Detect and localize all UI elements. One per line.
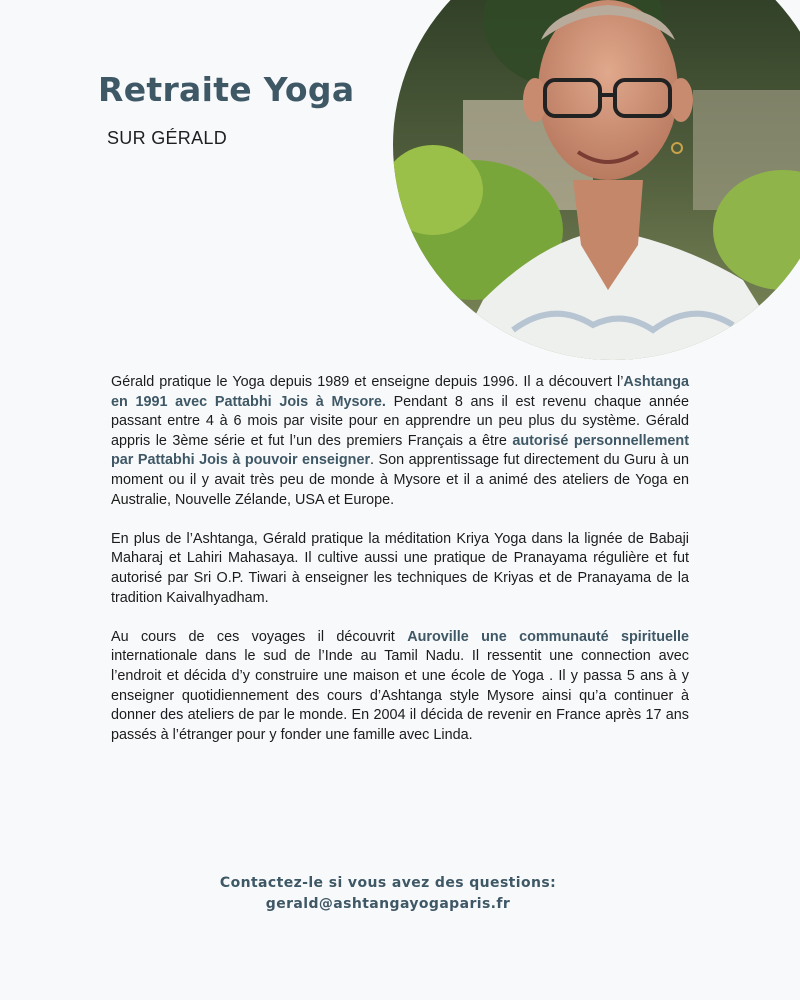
- page-subtitle: SUR GÉRALD: [107, 128, 228, 148]
- bio-text-segment: Au cours de ces voyages il découvrit: [111, 628, 408, 645]
- bio-highlight: Auroville une communauté spirituelle: [407, 628, 689, 645]
- bio-paragraph-1: [111, 373, 689, 510]
- bio-paragraph-2: [111, 530, 689, 608]
- bio-highlight: autorisé personnellement par Pattabhi Jois à pouvoir enseigner: [111, 432, 689, 469]
- contact-email[interactable]: gerald@ashtangayogaparis.fr: [265, 896, 511, 912]
- contact-block: [0, 873, 776, 915]
- portrait-photo: [393, 0, 800, 360]
- bio-text-segment: . Son apprentissage fut directement du Guru à un moment ou il y avait très peu de monde à Mysore et il a animé des ateliers de Yoga en Australie, Nouvelle Zélande, USA et Europe.: [111, 452, 689, 508]
- page-title: Retraite Yoga: [98, 70, 355, 109]
- bio-text-segment: Gérald pratique le Yoga depuis 1989 et enseigne depuis 1996. Il a découvert l’: [111, 374, 624, 390]
- portrait-illustration: [393, 0, 800, 360]
- contact-prompt: Contactez-le si vous avez des questions:: [219, 875, 557, 891]
- bio-paragraph-3: [111, 628, 689, 746]
- bio-highlight: Ashtanga en 1991 avec Pattabhi Jois à Mysore.: [111, 374, 689, 410]
- bio-text-segment: internationale dans le sud de l’Inde au Tamil Nadu. Il ressentit une connection avec l’endroit et décida d’y construire une maison et une école de Yoga . Il y passa 5 ans à y enseigner quotidiennement des cours d’Ashtanga style Mysore ainsi qu’a continuer à donner des ateliers de par le monde. En 2004 il décida de revenir en France après 17 ans passés à l’étranger pour y fonder une famille avec Linda.: [111, 648, 689, 743]
- bio-text: [111, 373, 689, 765]
- bio-text-segment: Pendant 8 ans il est revenu chaque année passant entre 4 à 6 mois par visite pour en apprendre un peu plus du système. Gérald appris le 3ème série et fut l’un des premiers Français a être: [111, 393, 689, 449]
- bio-text-segment: En plus de l’Ashtanga, Gérald pratique la méditation Kriya Yoga dans la lignée de Babaji Maharaj et Lahiri Mahasaya. Il cultive aussi une pratique de Pranayama régulière et fut autorisé par Sri O.P. Tiwari à enseigner les techniques de Kriyas et de Pranayama de la tradition Kaivalhyadham.: [111, 530, 689, 606]
